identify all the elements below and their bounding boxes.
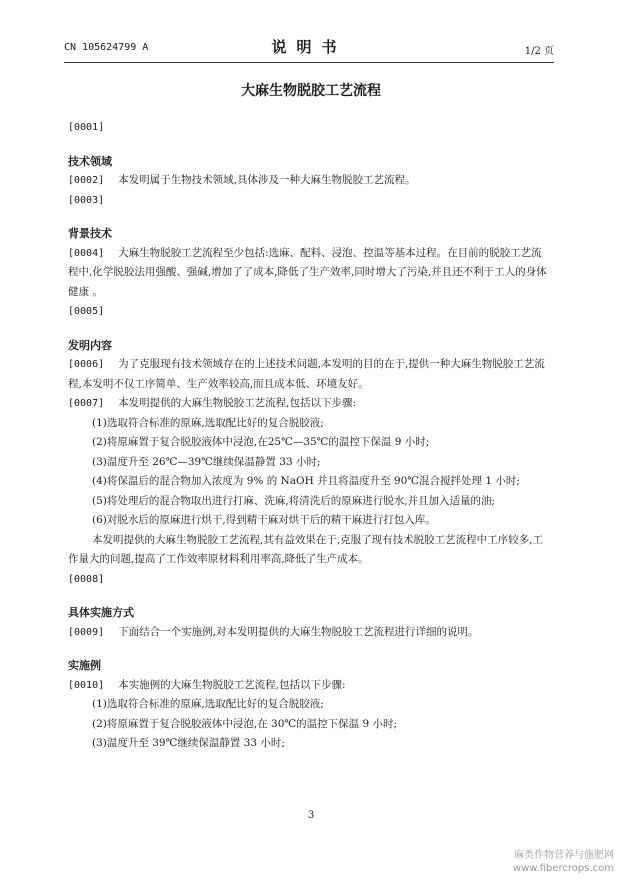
paragraph-number: [0003] bbox=[68, 194, 105, 206]
process-step: (3)温度升至 26℃—39℃继续保温静置 33 小时; bbox=[92, 455, 321, 468]
process-step: (4)将保温后的混合物加入浓度为 9% 的 NaOH 并且将温度升至 90℃混合搅拌处理 1 小时; bbox=[92, 475, 520, 487]
watermark-url: www.fibercrops.com bbox=[512, 863, 614, 874]
section-heading: 技术领域 bbox=[68, 154, 112, 168]
section-heading: 具体实施方式 bbox=[68, 606, 134, 619]
document-type-title: 说明书 bbox=[271, 38, 347, 56]
paragraph-text: 下面结合一个实施例,对本发明提供的大麻生物脱胶工艺流程进行详细的说明。 bbox=[118, 625, 479, 638]
paragraph bbox=[68, 171, 552, 191]
process-step: (3)温度升至 39℃继续保温静置 33 小时; bbox=[92, 737, 285, 749]
paragraph bbox=[68, 191, 552, 211]
watermark bbox=[513, 849, 614, 875]
paragraph-number: [0010] bbox=[68, 679, 105, 691]
paragraph bbox=[68, 570, 552, 590]
paragraph-number: [0002] bbox=[68, 175, 105, 186]
paragraph-number: [0001] bbox=[68, 122, 105, 133]
paragraph bbox=[68, 623, 552, 643]
paragraph bbox=[68, 355, 552, 394]
paragraph-number: [0005] bbox=[68, 306, 105, 317]
process-step: (1)选取符合标准的原麻,选取配比好的复合脱胶液; bbox=[92, 416, 324, 429]
paragraph-text: 大麻生物脱胶工艺流程至少包括:选麻、配料、浸泡、控温等基本过程。在目前的脱胶工艺流程中,化学脱胶法用强酸、强碱,增加了了成本,降低了生产效率,同时增大了污染,并且还不利于工人的身体健康 。 bbox=[68, 246, 547, 298]
process-step: (6)对脱水后的原麻进行烘干,得到精干麻对烘干后的精干麻进行打包入库。 bbox=[92, 514, 436, 526]
paragraph bbox=[68, 244, 552, 303]
paragraph bbox=[68, 676, 552, 696]
page-number: 3 bbox=[307, 810, 315, 821]
watermark-site-name: 麻类作物营养与施肥网 bbox=[514, 850, 614, 861]
document-header bbox=[64, 36, 554, 58]
paragraph-text: 为了克服现有技术领域存在的上述技术问题,本发明的目的在于,提供一种大麻生物脱胶工艺流程,本发明不仅工序简单、生产效率较高,而且成本低、环境友好。 bbox=[68, 358, 545, 390]
paragraph-number: [0006] bbox=[68, 359, 105, 370]
paragraph-number: [0008] bbox=[68, 573, 105, 585]
section-heading: 背景技术 bbox=[68, 227, 112, 240]
paragraph-continuation: 本发明提供的大麻生物脱胶工艺流程,其有益效果在于,克服了现有技术脱胶工艺流程中工序较多,工作量大的问题,提高了工作效率原材料利用率高,降低了生产成本。 bbox=[68, 533, 544, 565]
paragraph-text: 本发明属于生物技术领域,具体涉及一种大麻生物脱胶工艺流程。 bbox=[118, 174, 416, 186]
paragraph bbox=[68, 394, 552, 414]
process-step: (5)将处理后的混合物取出进行打麻、洗麻,将清洗后的原麻进行脱水,并且加入适量的油; bbox=[92, 494, 496, 507]
paragraph-text: 本发明提供的大麻生物脱胶工艺流程,包括以下步骤: bbox=[118, 397, 356, 409]
patent-number: CN 105624799 A bbox=[64, 42, 149, 53]
page-indicator: 1/2 页 bbox=[524, 46, 554, 57]
process-step: (2)将原麻置于复合脱胶液体中浸泡,在25℃—35℃的温控下保温 9 小时; bbox=[92, 436, 430, 448]
paragraph bbox=[68, 118, 552, 138]
process-step: (2)将原麻置于复合脱胶液体中浸泡,在 30℃的温控下保温 9 小时; bbox=[92, 717, 398, 730]
process-step: (1)选取符合标准的原麻,选取配比好的复合脱胶液; bbox=[92, 698, 324, 710]
section-heading: 发明内容 bbox=[68, 338, 112, 352]
document-body bbox=[68, 118, 552, 754]
paragraph-number: [0004] bbox=[68, 247, 105, 259]
header-divider bbox=[64, 62, 554, 63]
paragraph-number: [0007] bbox=[68, 398, 105, 409]
section-heading: 实施例 bbox=[68, 659, 101, 672]
paragraph bbox=[68, 302, 552, 322]
paragraph-text: 本实施例的大麻生物脱胶工艺流程,包括以下步骤: bbox=[118, 678, 346, 691]
invention-title: 大麻生物脱胶工艺流程 bbox=[241, 83, 381, 99]
paragraph-number: [0009] bbox=[68, 626, 105, 638]
